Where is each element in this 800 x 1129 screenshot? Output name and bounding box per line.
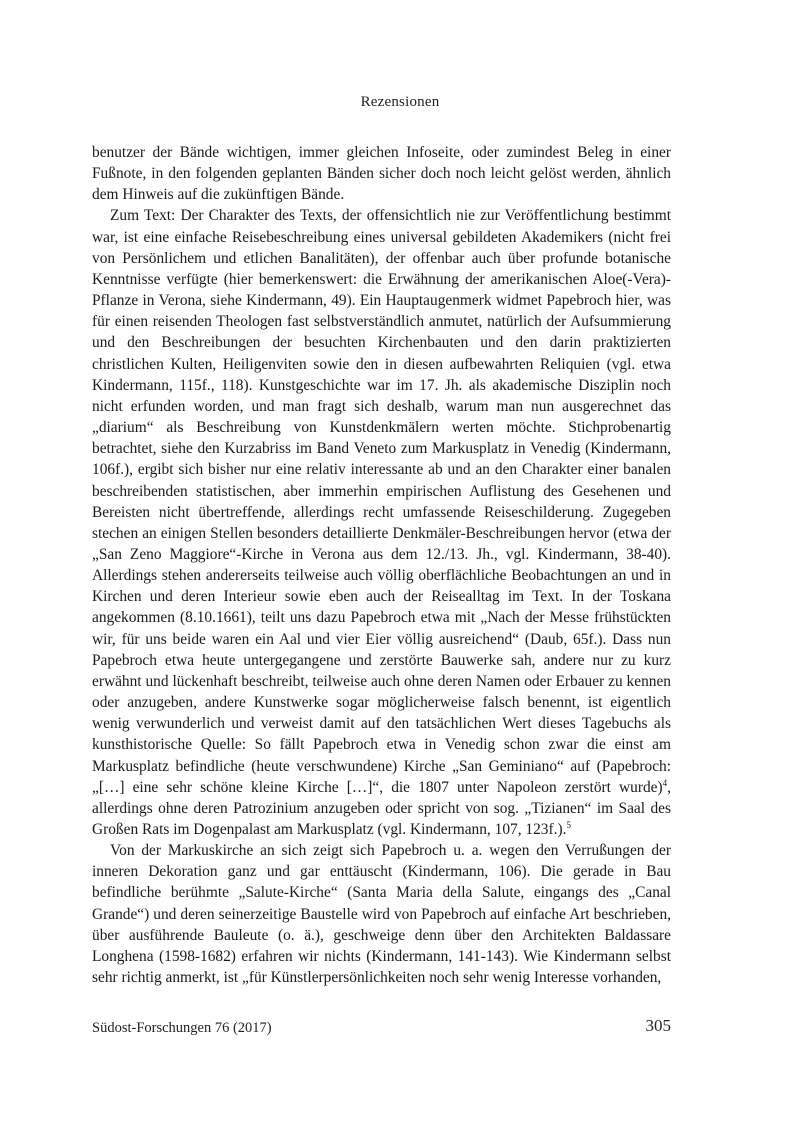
footnote-marker[interactable]: 5 <box>566 820 571 830</box>
paragraph-text: benutzer der Bände wichtigen, immer gleichen Infoseite, oder zumindest Beleg in einer Fußnote, in den folgenden geplanten Bänden sicher doch noch leicht gelöst werden, ähnlich dem Hinweis auf die zukünftigen Bände. <box>92 144 671 204</box>
footer-journal-title: Südost-Forschungen 76 (2017) <box>92 1020 272 1036</box>
paragraph-zum-text <box>92 205 671 840</box>
paragraph-text: Von der Markuskirche an sich zeigt sich Papebroch u. a. wegen den Verrußungen der inneren Dekoration ganz und gar enttäuscht (Kindermann, 106). Die gerade in Bau befindliche berühmte „Salute-Kirche“ (Santa Maria della Salute, eingangs des „Canal Grande“) und deren seinerzeitige Baustelle wird von Papebroch auf einfache Art beschrieben, über ausführende Bauleute (o. ä.), geschweige denn über den Architekten Baldassare Longhena (1598-1682) erfahren wir nichts (Kindermann, 141-143). Wie Kindermann selbst sehr richtig anmerkt, ist „für Künstlerpersönlichkeiten noch sehr wenig Interesse vorhanden, <box>92 842 671 987</box>
paragraph-text: , allerdings ohne deren Patrozinium anzugeben oder spricht von sog. „Tizianen“ im Saal des Großen Rats im Dogenpalast am Markusplatz (vgl. Kindermann, 107, 123f.). <box>92 778 671 838</box>
paragraph-text: Zum Text: Der Charakter des Texts, der offensichtlich nie zur Veröffentlichung bestimmt war, ist eine einfache Reisebeschreibung eines universal gebildeten Akademikers (nicht frei von Persönlichem und etlichen Banalitäten), der offenbar auch über profunde botanische Kenntnisse verfügte (hier bemerkenswert: die Erwähnung der amerikanischen Aloe(-Vera)-Pflanze in Verona, siehe Kindermann, 49). Ein Hauptaugenmerk widmet Papebroch hier, was für einen reisenden Theologen fast selbstverständlich anmutet, natürlich der Aufsummierung und den Beschreibungen der besuchten Kirchenbauten und den darin praktizierten christlichen Kulten, Heiligenviten sowie den in diesen aufbewahrten Reliquien (vgl. etwa Kindermann, 115f., 118). Kunstgeschichte war im 17. Jh. als akademische Disziplin noch nicht erfunden worden, und man fragt sich deshalb, warum man nun ausgerechnet das „diarium“ als Beschreibung von Kunstdenkmälern werten möchte. Stichprobenartig betrachtet, siehe den Kurzabriss im Band Veneto zum Markusplatz in Venedig (Kindermann, 106f.), ergibt sich bisher nur eine relativ interessante ab und an den Charakter einer banalen beschreibenden statistischen, aber immerhin empirischen Auflistung des Gesehenen und Bereisten nicht übertreffende, allerdings recht umfassende Reiseschilderung. Zugegeben stechen an einigen Stellen besonders detaillierte Denkmäler-Beschreibungen hervor (etwa der „San Zeno Maggiore“-Kirche in Verona aus dem 12./13. Jh., vgl. Kindermann, 38-40). Allerdings stehen andererseits teilweise auch völlig oberflächliche Beobachtungen an und in Kirchen und deren Interieur sowie eben auch der Reisealltag im Text. In der Toskana angekommen (8.10.1661), teilt uns dazu Papebroch etwa mit „Nach der Messe frühstückten wir, für uns beide waren ein Aal und vier Eier völlig ausreichend“ (Daub, 65f.). Dass nun Papebroch etwa heute untergegangene und zerstörte Bauwerke sah, andere nur zu kurz erwähnt und lückenhaft beschreibt, teilweise auch ohne deren Namen oder Erbauer zu kennen oder anzugeben, andere Kunstwerke sogar möglicherweise falsch benennt, ist eigentlich wenig verwunderlich und verweist damit auf den tatsächlichen Wert dieses Tagebuchs als kunsthistorische Quelle: So fällt Papebroch etwa in Venedig schon zwar die einst am Markusplatz befindliche (heute verschwundene) Kirche „San Geminiano“ auf (Papebroch: „[…] eine sehr schöne kleine Kirche […]“, die 1807 unter Napoleon zerstört wurde) <box>92 207 671 796</box>
running-head: Rezensionen <box>360 94 440 110</box>
paragraph-continuation <box>92 142 671 205</box>
page-number: 305 <box>645 1016 671 1035</box>
paragraph-markuskirche <box>92 840 671 988</box>
footnote-marker[interactable]: 4 <box>662 777 668 788</box>
body-text <box>92 142 671 988</box>
